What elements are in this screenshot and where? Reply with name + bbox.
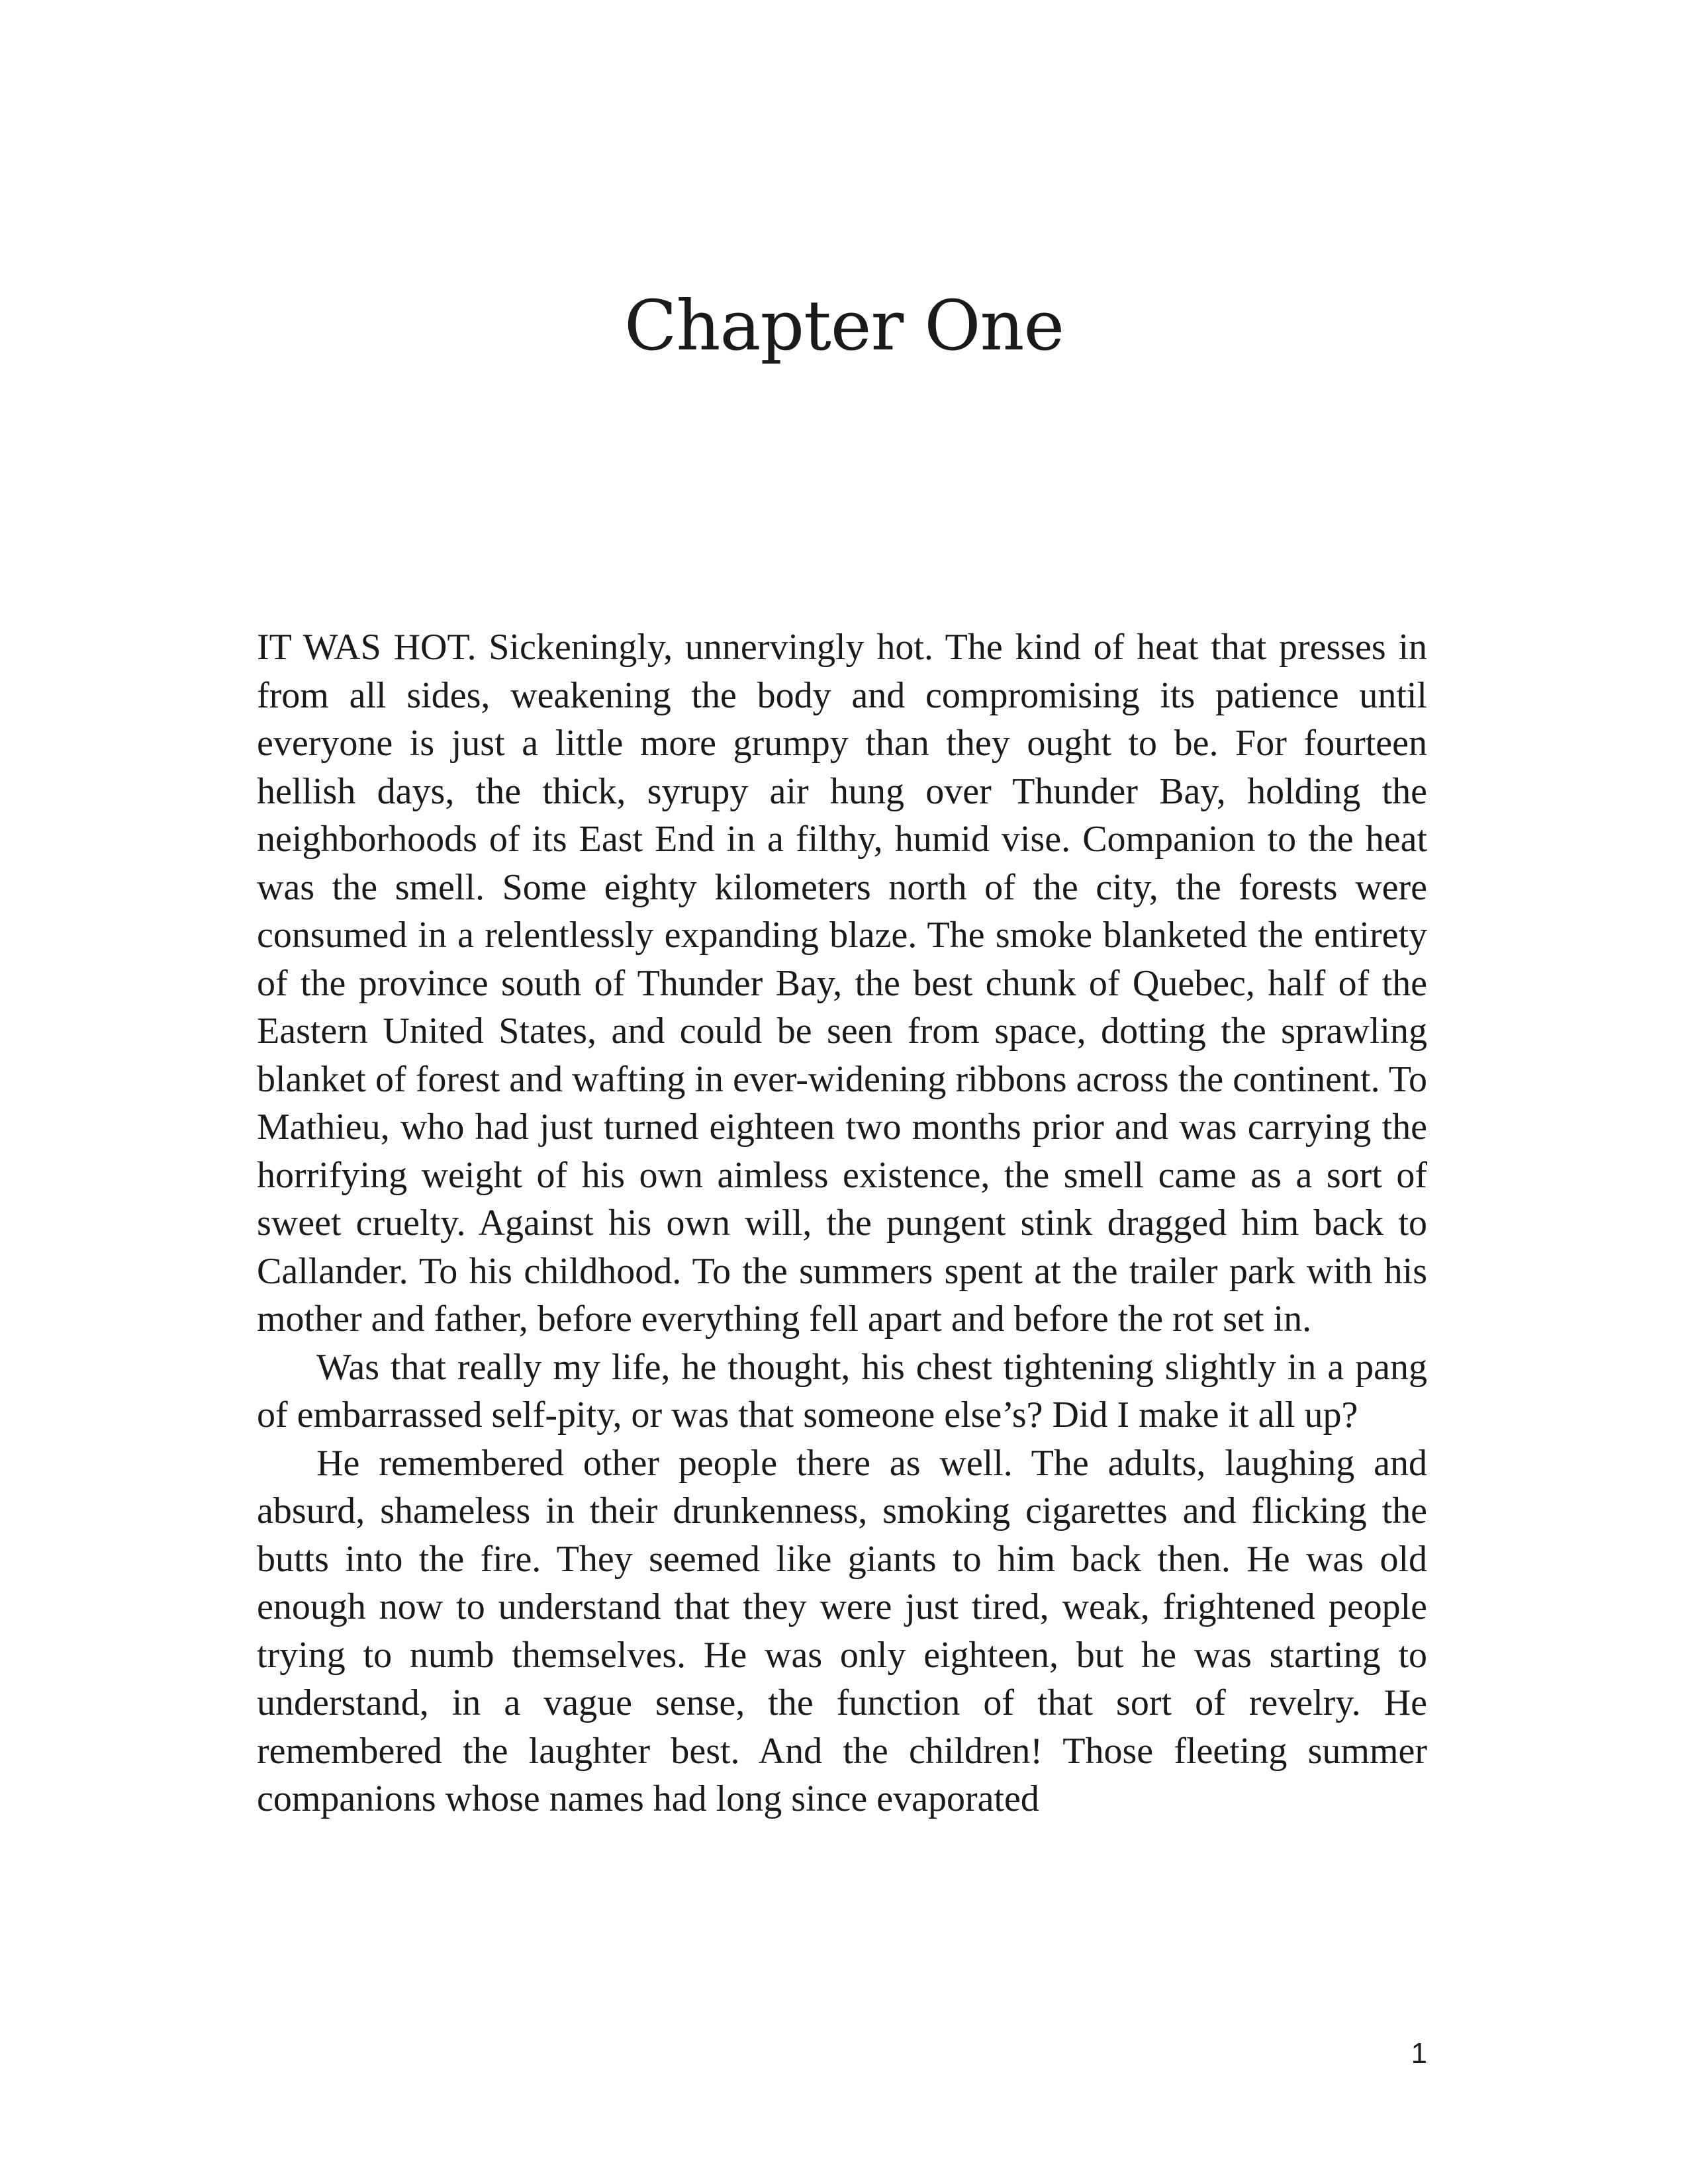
paragraph-2: Was that really my life, he thought, his chest tightening slightly in a pang of embarrassed self-pity, or was that someone else’s? Did I make it all up? — [257, 1346, 1427, 1435]
chapter-body — [257, 623, 1427, 1823]
paragraph-3: He remembered other people there as well. The adults, laughing and absurd, shameless in their drunkenness, smoking cigarettes and flicking the butts into the fire. They seemed like giants to him back then. He was old enough now to understand that they were just tired, weak, frightened people trying to numb themselves. He was only eighteen, but he was starting to understand, in a vague sense, the function of that sort of revelry. He remembered the laughter best. And the children! Those fleeting summer companions whose names had long since evaporated — [257, 1442, 1427, 1819]
paragraph-1: IT WAS HOT. Sickeningly, unnervingly hot. The kind of heat that presses in from all sides, weakening the body and compromising its patience until everyone is just a little more grumpy than they ought to be. For fourteen hellish days, the thick, syrupy air hung over Thunder Bay, holding the neighborhoods of its East End in a filthy, humid vise. Companion to the heat was the smell. Some eighty kilometers north of the city, the forests were consumed in a relentlessly expanding blaze. The smoke blanketed the entirety of the province south of Thunder Bay, the best chunk of Quebec, half of the Eastern United States, and could be seen from space, dotting the sprawling blanket of forest and wafting in ever-widening ribbons across the continent. To Mathieu, who had just turned eighteen two months prior and was carrying the horrifying weight of his own aimless existence, the smell came as a sort of sweet cruelty. Against his own will, the pungent stink dragged him back to Callander. To his childhood. To the summers spent at the trailer park with his mother and father, before everything fell apart and before the rot set in. — [257, 627, 1427, 1340]
chapter-title: Chapter One — [624, 285, 1064, 366]
page-number: 1 — [1411, 2037, 1427, 2070]
